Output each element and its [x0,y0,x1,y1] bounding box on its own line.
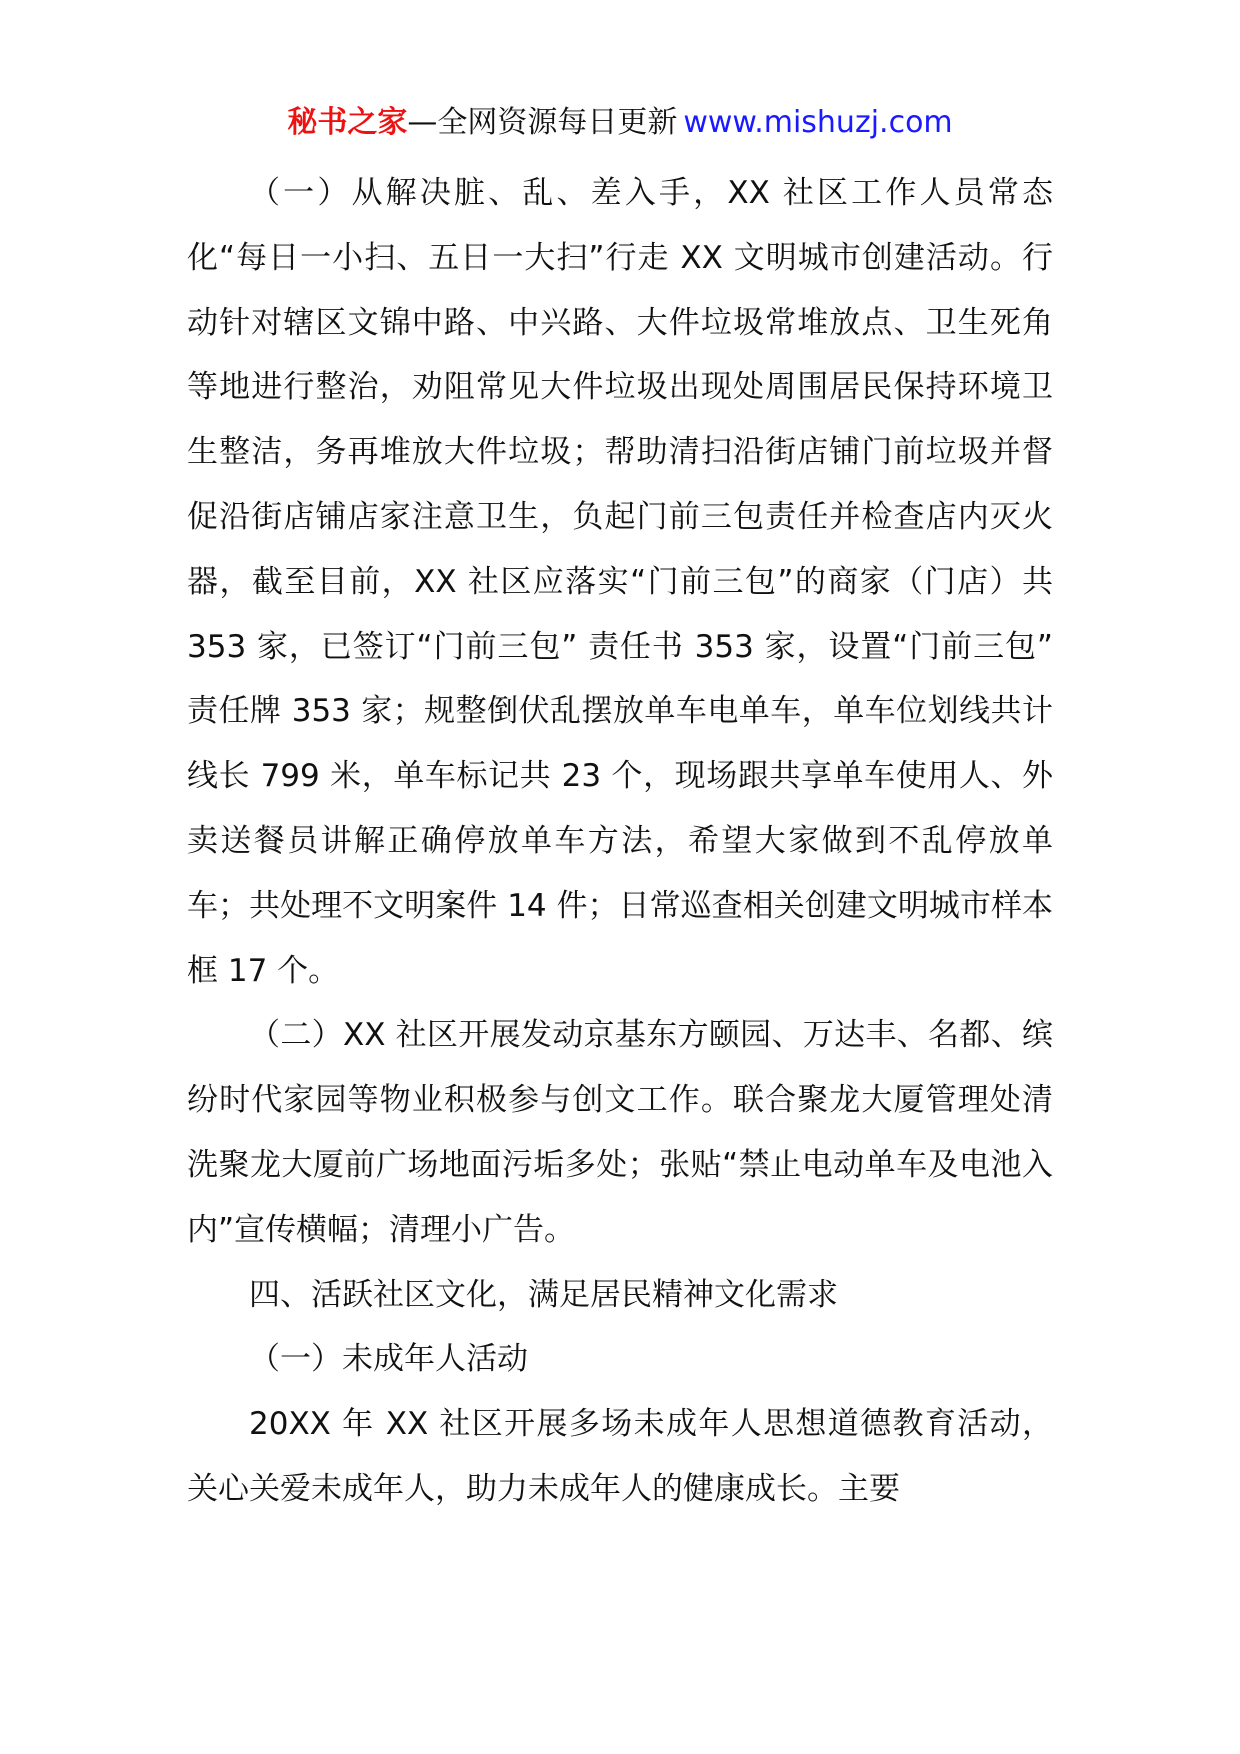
subsection-heading-minors: （一）未成年人活动 [249,1341,528,1378]
page-header [0,103,1240,143]
section-heading-culture: 四、活跃社区文化，满足居民精神文化需求 [249,1276,838,1313]
website-link[interactable]: www.mishuzj.com [683,105,953,140]
brand-name: 秘书之家 [287,105,408,140]
document-body [187,161,1053,1522]
paragraph-minors-activities: 20XX 年 XX 社区开展多场未成年人思想道德教育活动，关心关爱未成年人，助力未成年人的健康成长。主要 [187,1406,1053,1507]
header-tagline: —全网资源每日更新 [407,105,678,140]
paragraph-civic-cleanup: （一）从解决脏、乱、差入手，XX 社区工作人员常态化“每日一小扫、五日一大扫”行走 XX 文明城市创建活动。行动针对辖区文锦中路、中兴路、大件垃圾常堆放点、卫生死角等地进行整治，劝阻常见大件垃圾出现处周围居民保持环境卫生整洁，务再堆放大件垃圾；帮助清扫沿街店铺门前垃圾并督促沿街店铺店家注意卫生，负起门前三包责任并检查店内灭火器，截至目前，XX 社区应落实“门前三包”的商家（门店）共 353 家，已签订“门前三包” 责任书 353 家，设置“门前三包” 责任牌 353 家；规整倒伏乱摆放单车电单车，单车位划线共计线长 799 米，单车标记共 23 个，现场跟共享单车使用人、外卖送餐员讲解正确停放单车方法，希望大家做到不乱停放单车；共处理不文明案件 14 件；日常巡查相关创建文明城市样本框 17 个。 [187,175,1053,989]
paragraph-property-mobilization: （二）XX 社区开展发动京基东方颐园、万达丰、名都、缤纷时代家园等物业积极参与创文工作。联合聚龙大厦管理处清洗聚龙大厦前广场地面污垢多处；张贴“禁止电动单车及电池入内”宣传横幅；清理小广告。 [187,1017,1053,1248]
